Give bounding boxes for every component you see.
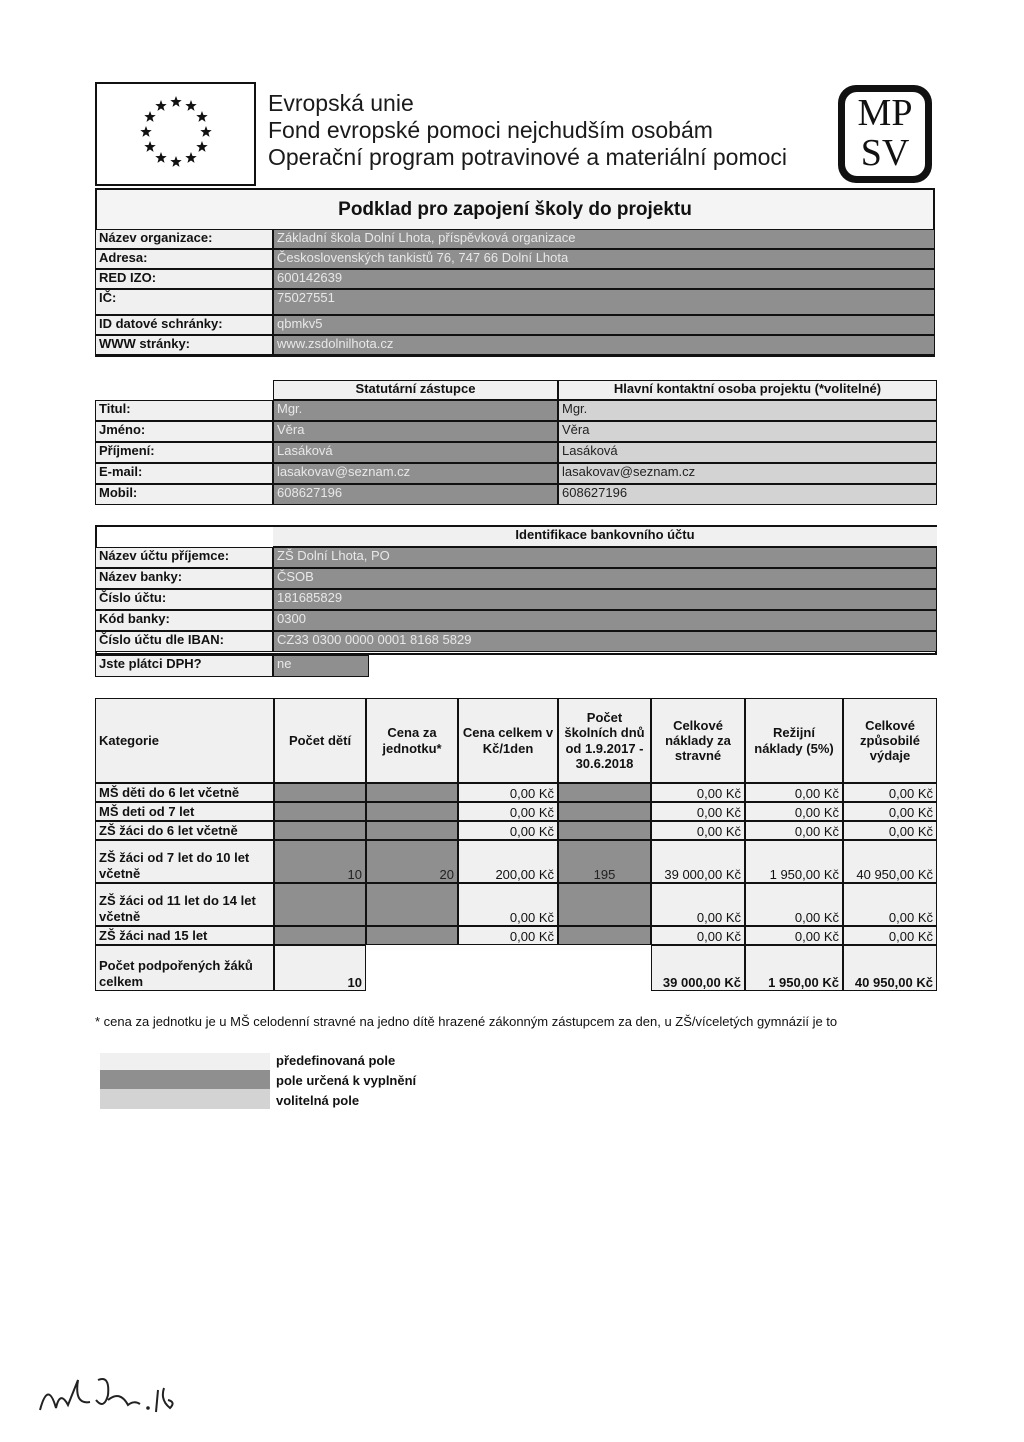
org-label: Adresa:	[95, 249, 273, 269]
cost-cell-days	[558, 883, 651, 926]
legend-swatch-fill	[100, 1070, 270, 1089]
statutory-value: Věra	[273, 421, 558, 442]
statutory-header: Statutární zástupce	[273, 380, 558, 400]
contact-value: Věra	[558, 421, 937, 442]
eu-star-icon	[170, 156, 181, 167]
cost-cell-overhead: 0,00 Kč	[745, 783, 843, 802]
cost-cell-total: 0,00 Kč	[843, 821, 937, 840]
eu-star-icon	[185, 100, 196, 111]
eu-flag-logo	[95, 82, 256, 186]
cost-cell-total: 0,00 Kč	[843, 783, 937, 802]
org-value: www.zsdolnilhota.cz	[273, 335, 935, 355]
cost-cell-food: 0,00 Kč	[651, 783, 745, 802]
cost-cell-unit	[366, 802, 458, 821]
cost-cell-days	[558, 802, 651, 821]
person-label: Příjmení:	[95, 442, 273, 463]
organization-section	[95, 229, 935, 357]
org-label: RED IZO:	[95, 269, 273, 289]
cost-cell-category: ZŠ žáci od 11 let do 14 let včetně	[95, 883, 274, 926]
handwritten-signature	[30, 1350, 230, 1430]
summary-total: 40 950,00 Kč	[843, 945, 937, 991]
eu-star-icon	[185, 152, 196, 163]
bank-label: Název banky:	[95, 568, 273, 589]
cost-cell-days: 195	[558, 840, 651, 883]
cost-cell-children	[274, 802, 366, 821]
bank-value: ZŠ Dolní Lhota, PO	[273, 547, 937, 568]
bank-header: Identifikace bankovního účtu	[273, 527, 937, 547]
cost-cell-food: 0,00 Kč	[651, 883, 745, 926]
summary-label: Počet podpořených žáků celkem	[95, 945, 274, 991]
eu-star-icon	[155, 152, 166, 163]
eu-star-icon	[200, 126, 211, 137]
cost-cell-category: MŠ děti do 6 let včetně	[95, 783, 274, 802]
vat-value: ne	[273, 655, 369, 677]
cost-cell-overhead: 0,00 Kč	[745, 802, 843, 821]
cost-cell-category: ZŠ žáci nad 15 let	[95, 926, 274, 945]
bank-label: Název účtu příjemce:	[95, 547, 273, 568]
cost-cell-unit	[366, 883, 458, 926]
program-heading	[268, 90, 787, 171]
person-label: Mobil:	[95, 484, 273, 505]
org-value: 600142639	[273, 269, 935, 289]
heading-line-1: Evropská unie	[268, 90, 414, 116]
form-title: Podklad pro zapojení školy do projektu	[95, 188, 935, 230]
cost-cell-children	[274, 821, 366, 840]
cost-cell-daily: 200,00 Kč	[458, 840, 558, 883]
org-value: Základní škola Dolní Lhota, příspěvková organizace	[273, 229, 935, 249]
person-label: Jméno:	[95, 421, 273, 442]
cost-header: Cena celkem v Kč/1den	[458, 698, 558, 783]
vat-label: Jste plátci DPH?	[95, 655, 273, 677]
cost-header: Cena za jednotku*	[366, 698, 458, 783]
cost-cell-category: ZŠ žáci od 7 let do 10 let včetně	[95, 840, 274, 883]
cost-cell-overhead: 0,00 Kč	[745, 883, 843, 926]
legend-label-optional: volitelná pole	[276, 1093, 360, 1108]
cost-header: Režijní náklady (5%)	[745, 698, 843, 783]
cost-cell-total: 0,00 Kč	[843, 926, 937, 945]
cost-header: Celkové způsobilé výdaje	[843, 698, 937, 783]
statutory-value: lasakovav@seznam.cz	[273, 463, 558, 484]
cost-header: Celkové náklady za stravné	[651, 698, 745, 783]
cost-cell-food: 39 000,00 Kč	[651, 840, 745, 883]
cost-cell-food: 0,00 Kč	[651, 802, 745, 821]
cost-cell-children	[274, 883, 366, 926]
bank-value: 181685829	[273, 589, 937, 610]
cost-cell-days	[558, 783, 651, 802]
eu-star-icon	[170, 96, 181, 107]
cost-cell-unit	[366, 926, 458, 945]
org-label: WWW stránky:	[95, 335, 273, 355]
summary-blank	[366, 945, 651, 991]
cost-cell-unit: 20	[366, 840, 458, 883]
statutory-value: Lasáková	[273, 442, 558, 463]
mpsv-logo	[838, 85, 934, 185]
eu-star-icon	[144, 141, 155, 152]
summary-food: 39 000,00 Kč	[651, 945, 745, 991]
eu-star-icon	[196, 111, 207, 122]
statutory-value: 608627196	[273, 484, 558, 505]
cost-cell-children	[274, 783, 366, 802]
org-value: Československých tankistů 76, 747 66 Dolní Lhota	[273, 249, 935, 269]
legend-swatch-predefined	[100, 1053, 270, 1070]
cost-cell-daily: 0,00 Kč	[458, 802, 558, 821]
bank-label: Kód banky:	[95, 610, 273, 631]
eu-star-icon	[196, 141, 207, 152]
cost-cell-daily: 0,00 Kč	[458, 926, 558, 945]
eu-star-icon	[155, 100, 166, 111]
contact-value: lasakovav@seznam.cz	[558, 463, 937, 484]
contact-value: Lasáková	[558, 442, 937, 463]
cost-cell-total: 40 950,00 Kč	[843, 840, 937, 883]
contact-value: Mgr.	[558, 400, 937, 421]
cost-cell-unit	[366, 821, 458, 840]
cost-cell-food: 0,00 Kč	[651, 926, 745, 945]
cost-cell-overhead: 1 950,00 Kč	[745, 840, 843, 883]
cost-cell-days	[558, 926, 651, 945]
statutory-value: Mgr.	[273, 400, 558, 421]
logo-bottom-text: SV	[860, 132, 910, 174]
cost-cell-daily: 0,00 Kč	[458, 821, 558, 840]
cost-cell-daily: 0,00 Kč	[458, 883, 558, 926]
legend-swatch-optional	[100, 1089, 270, 1109]
heading-line-2: Fond evropské pomoci nejchudším osobám	[268, 117, 713, 143]
bank-value: ČSOB	[273, 568, 937, 589]
legend-label-predefined: předefinovaná pole	[276, 1053, 396, 1068]
cost-header: Kategorie	[95, 698, 274, 783]
person-label: Titul:	[95, 400, 273, 421]
contact-header: Hlavní kontaktní osoba projektu (*volitelné)	[558, 380, 937, 400]
org-value: qbmkv5	[273, 315, 935, 335]
footnote: * cena za jednotku je u MŠ celodenní stravné na jedno dítě hrazené zákonným zástupcem za den, u ZŠ/víceletých gymnázií je to	[95, 1014, 838, 1029]
cost-cell-days	[558, 821, 651, 840]
logo-top-text: MP	[857, 92, 913, 134]
cost-cell-unit	[366, 783, 458, 802]
bank-value: 0300	[273, 610, 937, 631]
legend-labels	[276, 1051, 416, 1111]
bank-label: Číslo účtu dle IBAN:	[95, 631, 273, 652]
cost-cell-children: 10	[274, 840, 366, 883]
cost-cell-overhead: 0,00 Kč	[745, 821, 843, 840]
legend-label-fill: pole určená k vyplnění	[276, 1073, 417, 1088]
eu-star-icon	[144, 111, 155, 122]
cost-cell-food: 0,00 Kč	[651, 821, 745, 840]
cost-header: Počet dětí	[274, 698, 366, 783]
cost-cell-total: 0,00 Kč	[843, 802, 937, 821]
summary-children: 10	[274, 945, 366, 991]
cost-cell-category: MŠ deti od 7 let	[95, 802, 274, 821]
legend-swatches	[100, 1050, 270, 1110]
eu-stars-icon	[97, 84, 254, 184]
contact-value: 608627196	[558, 484, 937, 505]
eu-star-icon	[140, 126, 151, 137]
bank-value: CZ33 0300 0000 0001 8168 5829	[273, 631, 937, 652]
bank-label: Číslo účtu:	[95, 589, 273, 610]
cost-cell-overhead: 0,00 Kč	[745, 926, 843, 945]
cost-cell-category: ZŠ žáci do 6 let včetně	[95, 821, 274, 840]
org-value: 75027551	[273, 289, 935, 315]
summary-overhead: 1 950,00 Kč	[745, 945, 843, 991]
org-label: ID datové schránky:	[95, 315, 273, 335]
cost-cell-children	[274, 926, 366, 945]
person-label: E-mail:	[95, 463, 273, 484]
org-label: IČ:	[95, 289, 273, 315]
heading-line-3: Operační program potravinové a materiální pomoci	[268, 144, 788, 170]
cost-cell-total: 0,00 Kč	[843, 883, 937, 926]
cost-cell-daily: 0,00 Kč	[458, 783, 558, 802]
cost-header: Počet školních dnů od 1.9.2017 - 30.6.2018	[558, 698, 651, 783]
org-label: Název organizace:	[95, 229, 273, 249]
